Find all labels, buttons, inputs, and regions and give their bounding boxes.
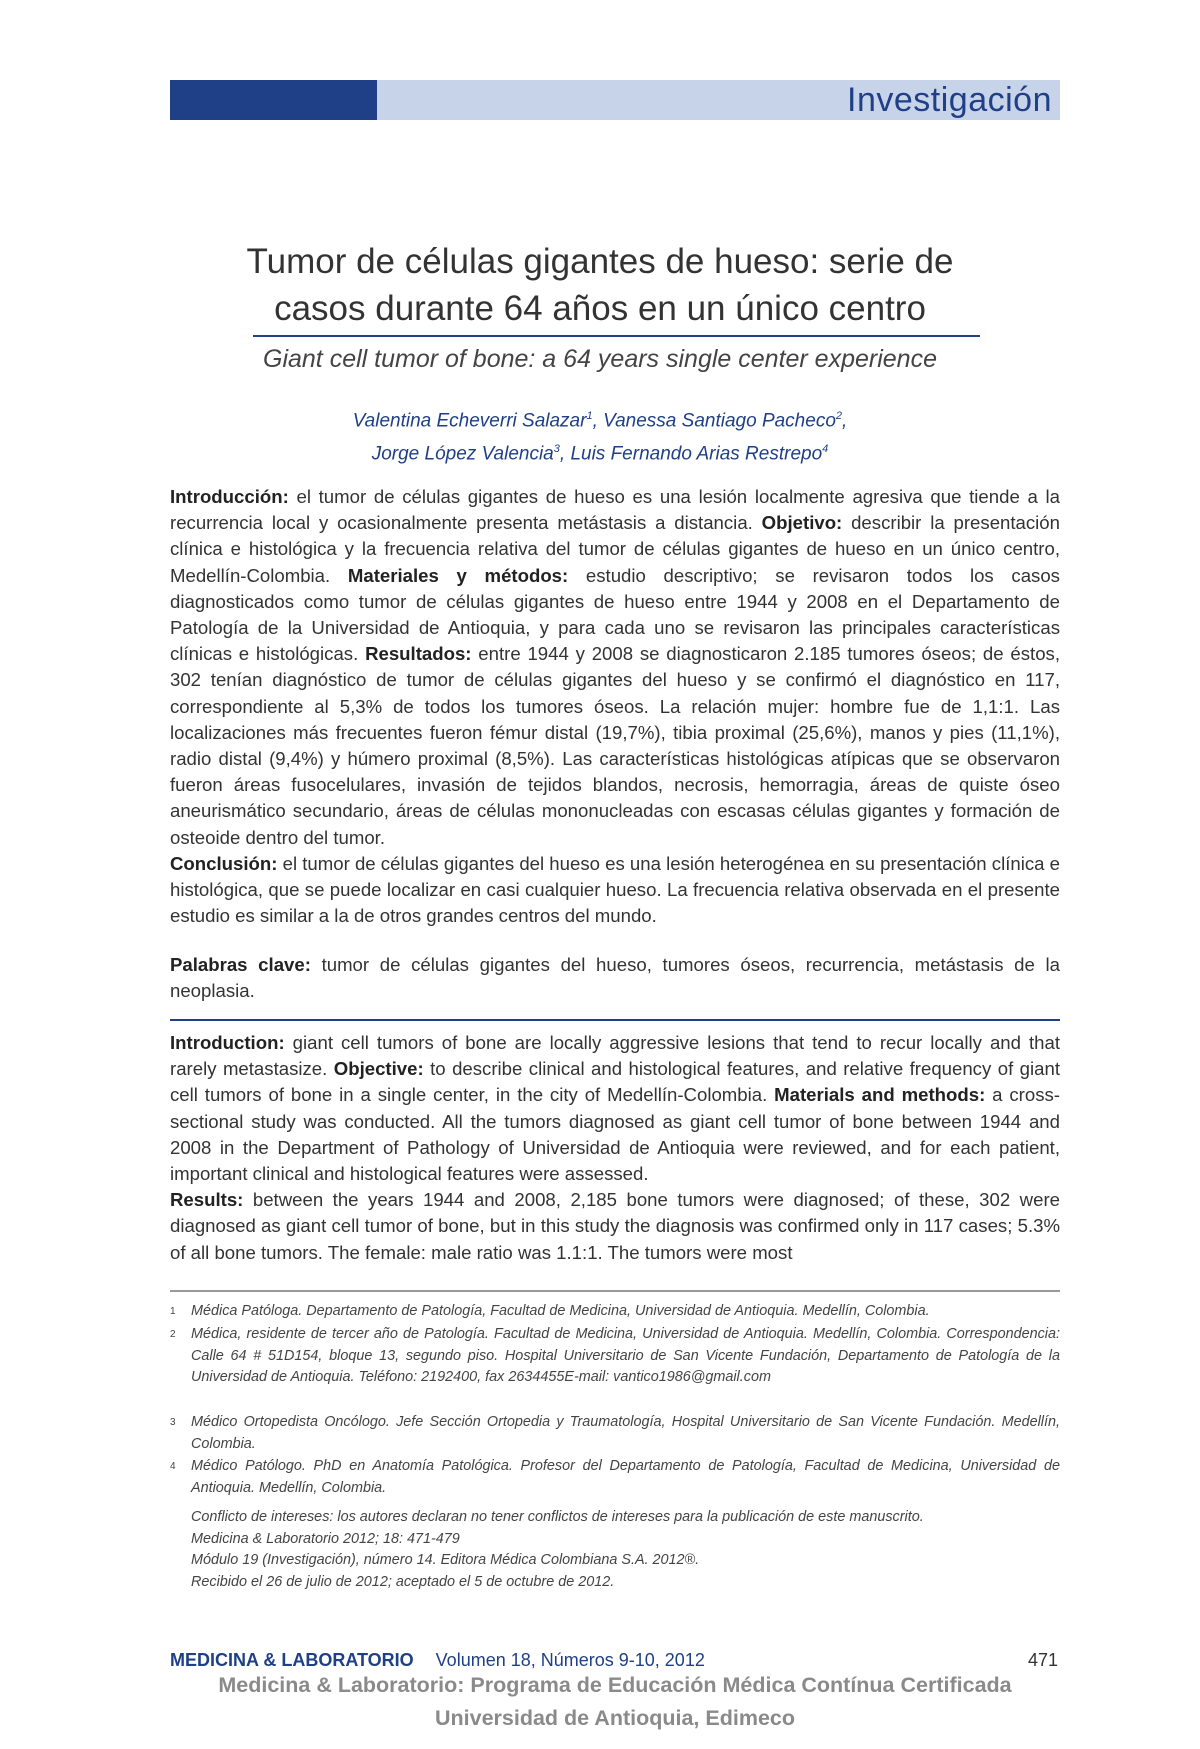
methods-en-text: a cross-sectional study was conducted. All the tumors diagnosed as giant cell tumor of bone between 1944 and 2008 in the Department of Pathology of Universidad de Antioquia were reviewed, and for each patient, important clinical and histological features were assessed. [170,1084,1060,1185]
footnote-1 [170,1301,1060,1323]
conclusion-text: el tumor de células gigantes del hueso es una lesión heterogénea en su presentación clínica e histológica, que se puede localizar en casi cualquier hueso. La frecuencia relativa observada en el presente estudio es similar a la de otros grandes centros del mundo. [170,852,1060,927]
footnote-2 [170,1324,1060,1389]
objective-en-label: Objective: [333,1058,424,1080]
author-separator: , [559,443,571,465]
objective-text: describir la presentación clínica e histológica y la frecuencia relativa del tumor de células gigantes de hueso en un único centro, Medellín-Colombia. [170,512,1060,586]
author-separator: , [592,410,604,432]
header-bar-dark [170,80,377,120]
footnote-text: Médica Patóloga. Departamento de Patología, Facultad de Medicina, Universidad de Antioquia. Medellín, Colombia. [191,1303,930,1319]
abstract-en-results [170,1187,1060,1266]
journal-name: MEDICINA & LABORATORIO [170,1650,414,1670]
author-4: Luis Fernando Arias Restrepo [570,443,823,465]
abstract-en-body [170,1030,1060,1187]
title-divider [253,335,980,337]
conflict-statement: Conflicto de intereses: los autores declaran no tener conflictos de intereses para la publicación de este manuscrito. [191,1509,924,1525]
author-line-1 [170,402,1030,435]
conclusion-label: Conclusión: [170,852,278,874]
article-meta [191,1507,1051,1593]
intro-text: el tumor de células gigantes de hueso es una lesión localmente agresiva que tiende a la recurrencia local y ocasionalmente presenta metástasis a distancia. [170,486,1060,534]
journal-line [170,1650,705,1671]
objective-label: Objetivo: [761,512,843,534]
volume-info: Volumen 18, Números 9-10, 2012 [435,1650,705,1670]
article-title [170,238,1030,332]
title-line-2: casos durante 64 años en un único centro [274,289,926,328]
footnote-number: 3 [170,1417,176,1428]
introduction-text: giant cell tumors of bone are locally aggressive lesions that tend to recur locally and that rarely metastasize. [170,1032,1060,1080]
author-3-affil: 3 [553,443,560,456]
article-subtitle: Giant cell tumor of bone: a 64 years single center experience [263,345,937,373]
author-line-2 [170,435,1030,468]
author-1: Valentina Echeverri Salazar [352,410,587,432]
methods-en-label: Materials and methods: [774,1084,986,1106]
footnote-divider [170,1290,1060,1292]
results-en-label: Results: [170,1189,244,1211]
footnote-3 [170,1412,1060,1455]
author-separator: , [842,410,848,432]
footnote-number: 1 [170,1306,176,1317]
footer-publisher: Universidad de Antioquia, Edimeco [435,1706,795,1730]
footnote-text: Médico Ortopedista Oncólogo. Jefe Sección Ortopedia y Traumatología, Hospital Universitario de San Vicente Fundación. Medellín, Colombia. [191,1414,1060,1452]
introduction-label: Introduction: [170,1032,285,1053]
author-1-affil: 1 [586,410,593,422]
footnote-number: 2 [170,1329,176,1340]
footnote-text: Médico Patólogo. PhD en Anatomía Patológica. Profesor del Departamento de Patología, Facultad de Medicina, Universidad de Antioquia. Medellín, Colombia. [191,1458,1060,1496]
footnote-text: Médica, residente de tercer año de Patología. Facultad de Medicina, Universidad de Antioquia. Medellín, Colombia. Correspondencia: Calle 64 # 51D154, bloque 13, segundo piso. Hospital Universitario de San Vicente Fundación, Departamento de Patología de la Universidad de Antioquia. Teléfono: 2192400, fax 2634455E-mail: vantico1986@gmail.com [191,1326,1060,1385]
abstract-english [170,1030,1060,1266]
objective-en-text: to describe clinical and histological features, and relative frequency of giant cell tumors of bone in a single center, in the city of Medellín-Colombia. [170,1058,1060,1106]
page-number: 471 [1027,1650,1058,1670]
abstract-es-conclusion [170,851,1060,930]
title-line-1: Tumor de células gigantes de hueso: serie de [246,242,954,281]
received-dates: Recibido el 26 de julio de 2012; aceptado el 5 de octubre de 2012. [191,1573,615,1590]
author-2: Vanessa Santiago Pacheco [603,410,836,432]
abstract-divider [170,1019,1060,1021]
author-list [170,402,1030,469]
abstract-spanish [170,484,1060,929]
methods-text: estudio descriptivo; se revisaron todos los casos diagnosticados como tumor de células gigantes de hueso entre 1944 y 2008 en el Departamento de Patología de la Universidad de Antioquia, y para cada uno se revisaron las principales características clínicas e histológicas. [170,564,1060,665]
footnote-number: 4 [170,1461,176,1472]
keywords-text: tumor de células gigantes del hueso, tumores óseos, recurrencia, metástasis de la neoplasia. [170,954,1060,1002]
module-info: Módulo 19 (Investigación), número 14. Editora Médica Colombiana S.A. 2012®. [191,1552,700,1568]
results-text: entre 1944 y 2008 se diagnosticaron 2.185 tumores óseos; de éstos, 302 tenían diagnóstico de tumor de células gigantes del hueso y se confirmó el diagnóstico en 117, correspondiente al 5,3% de todos los tumores óseos. La relación mujer: hombre fue de 1,1:1. Las localizaciones más frecuentes fueron fémur distal (19,7%), tibia proximal (25,6%), manos y pies (11,1%), radio distal (9,4%) y húmero proximal (8,5%). Las características histológicas atípicas que se observaron fueron áreas fusocelulares, invasión de tejidos blandos, necrosis, hemorragia, áreas de quiste óseo aneurismático secundario, áreas de células mononucleadas con escasas células gigantes y formación de osteoide dentro del tumor. [170,643,1060,848]
results-label: Resultados: [365,643,472,665]
footnote-4 [170,1456,1060,1499]
results-en-text: between the years 1944 and 2008, 2,185 bone tumors were diagnosed; of these, 302 were diagnosed as giant cell tumor of bone, but in this study the diagnosis was confirmed only in 117 cases; 5.3% of all bone tumors. The female: male ratio was 1.1:1. The tumors were most [170,1189,1060,1263]
author-4-affil: 4 [822,443,829,456]
author-3: Jorge López Valencia [371,443,554,465]
methods-label: Materiales y métodos: [347,564,569,586]
author-2-affil: 2 [835,410,843,422]
keywords [170,952,1060,1004]
section-label: Investigación [847,81,1052,119]
intro-label: Introducción: [170,486,289,507]
citation: Medicina & Laboratorio 2012; 18: 471-479 [191,1530,460,1547]
keywords-label: Palabras clave: [170,954,311,975]
footer-program: Medicina & Laboratorio: Programa de Educación Médica Contínua Certificada [218,1673,1012,1697]
abstract-es-body [170,484,1060,851]
